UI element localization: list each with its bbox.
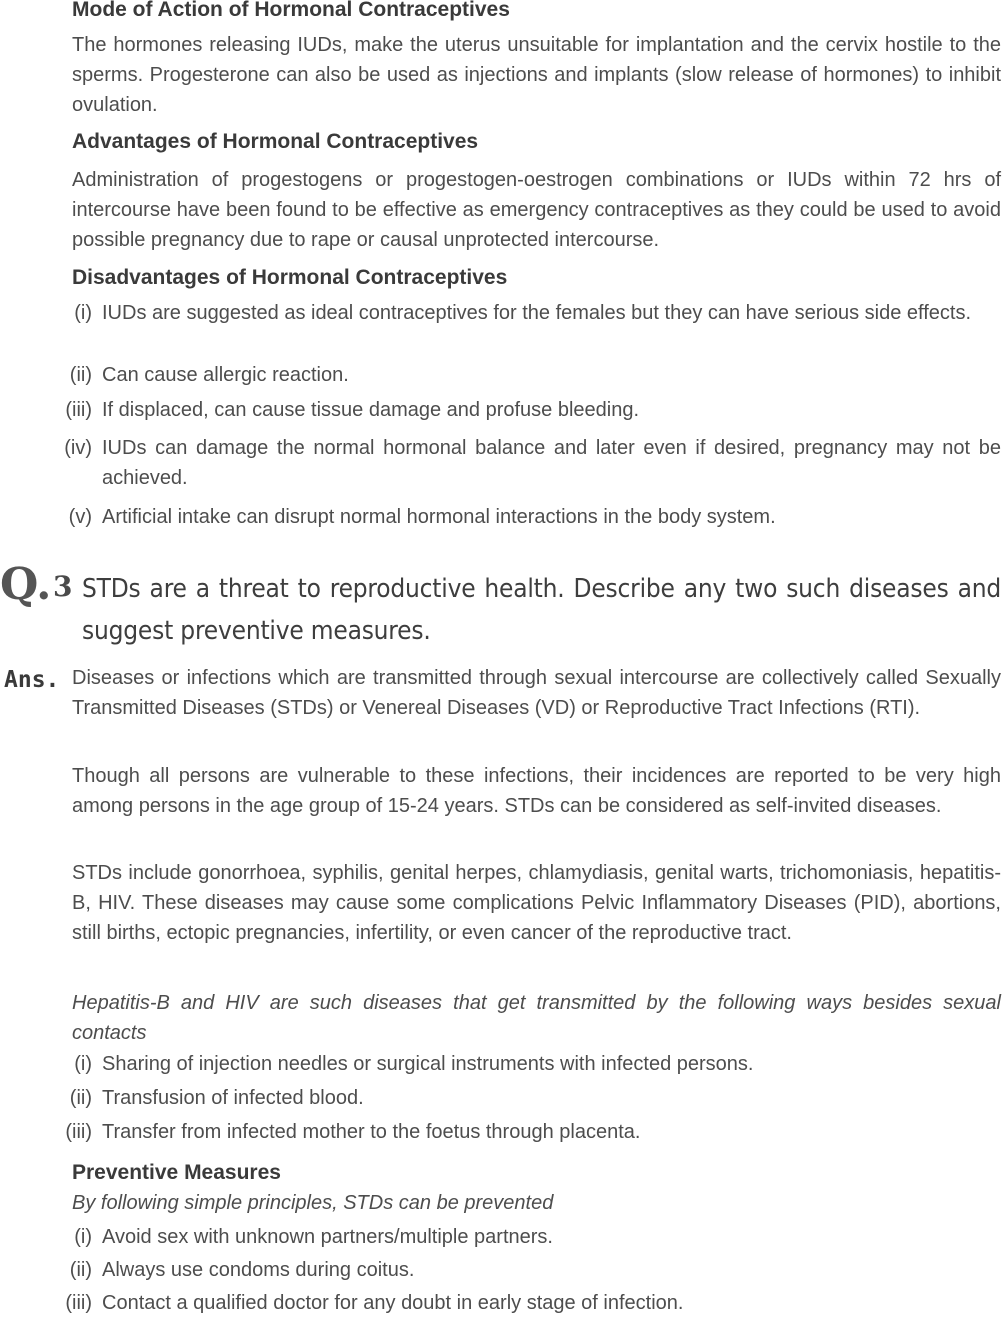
answer-paragraph-2: Though all persons are vulnerable to these infections, their incidences are reported to be very high among persons in the age group of 15-24 years. STDs can be considered as self-invited diseases. bbox=[72, 765, 1001, 817]
list-text: Transfusion of infected blood. bbox=[102, 1087, 364, 1109]
list-number: (iii) bbox=[65, 399, 92, 421]
answer-paragraph-1: Diseases or infections which are transmitted through sexual intercourse are collectively called Sexually Transmitted Diseases (STDs) or Venereal Diseases (VD) or Reproductive Tract Infections (RTI). bbox=[72, 667, 1001, 719]
section-heading-advantages: Advantages of Hormonal Contraceptives bbox=[72, 130, 479, 153]
list-number: (ii) bbox=[69, 1259, 92, 1281]
question-text: STDs are a threat to reproductive health. Describe any two such diseases and suggest preventive measures. bbox=[82, 574, 1001, 646]
answer-italic-intro: Hepatitis-B and HIV are such diseases that get transmitted by the following ways besides sexual contacts bbox=[72, 992, 1001, 1044]
question-mark: Q. bbox=[0, 559, 52, 610]
paragraph-mode-of-action: The hormones releasing IUDs, make the uterus unsuitable for implantation and the cervix hostile to the sperms. Progesterone can also be used as injections and implants (slow release of hormones) to inhibit ovulation. bbox=[72, 34, 1001, 116]
list-number: (i) bbox=[74, 302, 92, 324]
section-heading-preventive-measures: Preventive Measures bbox=[72, 1161, 281, 1184]
section-heading-mode-of-action: Mode of Action of Hormonal Contraceptives bbox=[72, 0, 510, 21]
list-number: (iv) bbox=[64, 437, 92, 459]
list-number: (ii) bbox=[69, 364, 92, 386]
list-text: Always use condoms during coitus. bbox=[102, 1259, 415, 1281]
list-number: (iii) bbox=[65, 1292, 92, 1314]
section-heading-disadvantages: Disadvantages of Hormonal Contraceptives bbox=[72, 266, 508, 289]
preventive-intro: By following simple principles, STDs can be prevented bbox=[72, 1192, 554, 1214]
list-number: (ii) bbox=[69, 1087, 92, 1109]
list-text: IUDs can damage the normal hormonal balance and later even if desired, pregnancy may not be achieved. bbox=[102, 437, 1001, 489]
list-text: Transfer from infected mother to the foetus through placenta. bbox=[102, 1121, 641, 1143]
list-number: (v) bbox=[68, 506, 92, 528]
answer-paragraph-3: STDs include gonorrhoea, syphilis, genital herpes, chlamydiasis, genital warts, trichomoniasis, hepatitis-B, HIV. These diseases may cause some complications Pelvic Inflammatory Diseases (PID), abortions, still births, ectopic pregnancies, infertility, or even cancer of the reproductive tract. bbox=[72, 862, 1001, 944]
list-text: Contact a qualified doctor for any doubt in early stage of infection. bbox=[102, 1292, 684, 1314]
list-number: (i) bbox=[74, 1053, 92, 1075]
question-number: 3 bbox=[53, 570, 73, 603]
answer-label: Ans. bbox=[4, 667, 60, 693]
list-number: (i) bbox=[74, 1226, 92, 1248]
list-number: (iii) bbox=[65, 1121, 92, 1143]
list-text: Sharing of injection needles or surgical instruments with infected persons. bbox=[102, 1053, 754, 1075]
paragraph-advantages: Administration of progestogens or progestogen-oestrogen combinations or IUDs within 72 hrs of intercourse have been found to be effective as emergency contraceptives as they could be used to avoid possible pregnancy due to rape or causal unprotected intercourse. bbox=[72, 169, 1001, 251]
list-text: If displaced, can cause tissue damage and profuse bleeding. bbox=[102, 399, 640, 421]
list-text: Can cause allergic reaction. bbox=[102, 364, 349, 386]
list-text: IUDs are suggested as ideal contraceptives for the females but they can have serious side effects. bbox=[102, 302, 971, 324]
list-text: Avoid sex with unknown partners/multiple partners. bbox=[102, 1226, 553, 1248]
list-text: Artificial intake can disrupt normal hormonal interactions in the body system. bbox=[102, 506, 776, 528]
